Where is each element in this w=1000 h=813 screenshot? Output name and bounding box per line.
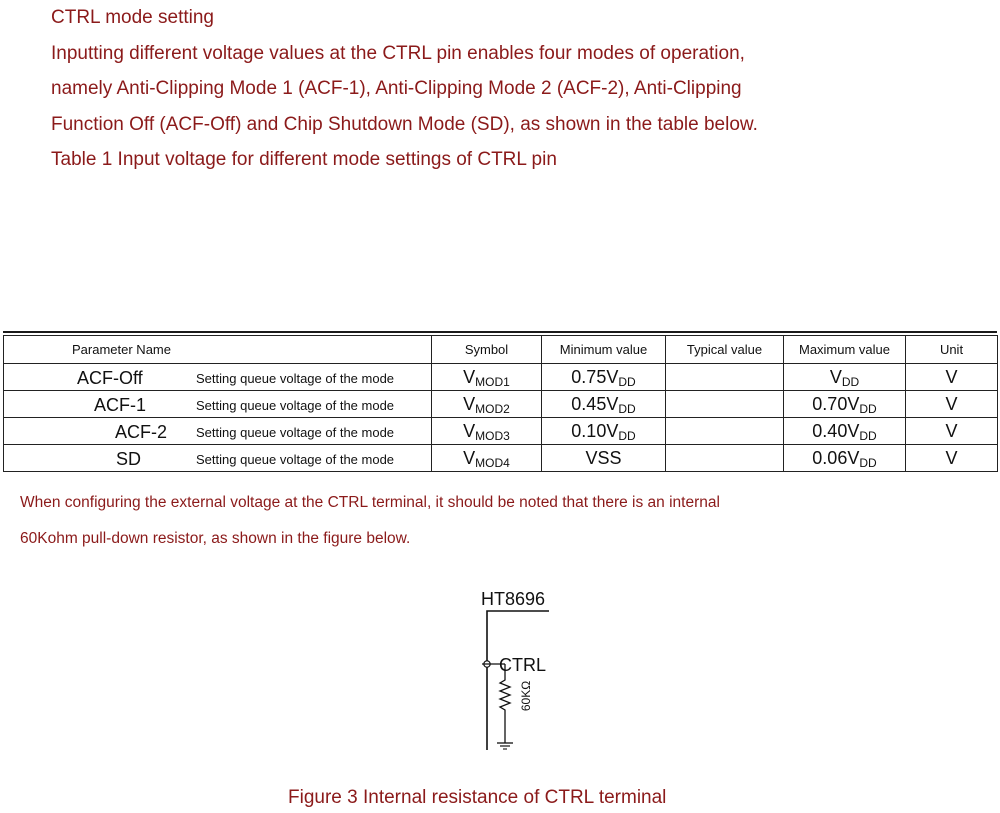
min-cell: $0.75V_{DD}$: [542, 364, 666, 391]
note-line-1: When configuring the external voltage at the CTRL terminal, it should be noted that there is an internal: [20, 494, 720, 511]
mode-name: ACF-1: [94, 395, 147, 415]
pin-label: CTRL: [499, 655, 547, 675]
min-cell: VSS: [542, 445, 666, 472]
mode-description: Setting queue voltage of the mode: [196, 452, 395, 467]
header-maximum: Maximum value: [784, 336, 906, 364]
parameter-cell: [4, 445, 432, 472]
figure-caption: Figure 3 Internal resistance of CTRL terminal: [288, 787, 667, 808]
chip-outline: [487, 611, 549, 750]
mode-name: ACF-2: [115, 422, 168, 442]
mode-name: SD: [116, 449, 142, 469]
header-unit: Unit: [906, 336, 998, 364]
header-parameter-name: Parameter Name: [4, 336, 432, 364]
intro-text: [51, 0, 758, 178]
table-title: Table 1 Input voltage for different mode settings of CTRL pin: [51, 149, 557, 170]
max-cell: $V_{DD}$: [784, 364, 906, 391]
header-minimum: Minimum value: [542, 336, 666, 364]
header-typical: Typical value: [666, 336, 784, 364]
mode-description: Setting queue voltage of the mode: [196, 371, 395, 386]
header-symbol: Symbol: [432, 336, 542, 364]
mode-description: Setting queue voltage of the mode: [196, 398, 395, 413]
table-row: [4, 445, 998, 472]
min-cell: $0.10V_{DD}$: [542, 418, 666, 445]
typ-cell: [666, 391, 784, 418]
table-row: [4, 364, 998, 391]
resistor-value-label: 60KΩ: [519, 680, 533, 712]
parameter-cell: [4, 364, 432, 391]
ctrl-pulldown-schematic: [470, 580, 580, 755]
mode-name: ACF-Off: [77, 368, 143, 388]
mode-settings-table: [3, 335, 998, 472]
resistor-symbol: [500, 664, 510, 743]
max-cell: $0.06V_{DD}$: [784, 445, 906, 472]
table-row: [4, 418, 998, 445]
typ-cell: [666, 418, 784, 445]
symbol-cell: $V_{MOD4}$: [432, 445, 542, 472]
symbol-cell: $V_{MOD3}$: [432, 418, 542, 445]
mode-description: Setting queue voltage of the mode: [196, 425, 395, 440]
note-line-2: 60Kohm pull-down resistor, as shown in the figure below.: [20, 530, 411, 547]
intro-line-2: namely Anti-Clipping Mode 1 (ACF-1), Anti-Clipping Mode 2 (ACF-2), Anti-Clipping: [51, 78, 742, 99]
table-row: [4, 391, 998, 418]
max-cell: $0.40V_{DD}$: [784, 418, 906, 445]
symbol-cell: $V_{MOD1}$: [432, 364, 542, 391]
parameter-cell: [4, 391, 432, 418]
section-heading: CTRL mode setting: [51, 7, 214, 28]
intro-line-1: Inputting different voltage values at the CTRL pin enables four modes of operation,: [51, 42, 745, 64]
max-cell: $0.70V_{DD}$: [784, 391, 906, 418]
symbol-cell: $V_{MOD2}$: [432, 391, 542, 418]
intro-line-3: Function Off (ACF-Off) and Chip Shutdown Mode (SD), as shown in the table below.: [51, 113, 758, 135]
unit-cell: V: [906, 445, 998, 472]
typ-cell: [666, 364, 784, 391]
unit-cell: V: [906, 364, 998, 391]
table-header-row: [4, 336, 998, 364]
table-top-rule: [3, 331, 997, 333]
min-cell: $0.45V_{DD}$: [542, 391, 666, 418]
typ-cell: [666, 445, 784, 472]
chip-label: HT8696: [481, 589, 546, 609]
unit-cell: V: [906, 391, 998, 418]
unit-cell: V: [906, 418, 998, 445]
parameter-cell: [4, 418, 432, 445]
